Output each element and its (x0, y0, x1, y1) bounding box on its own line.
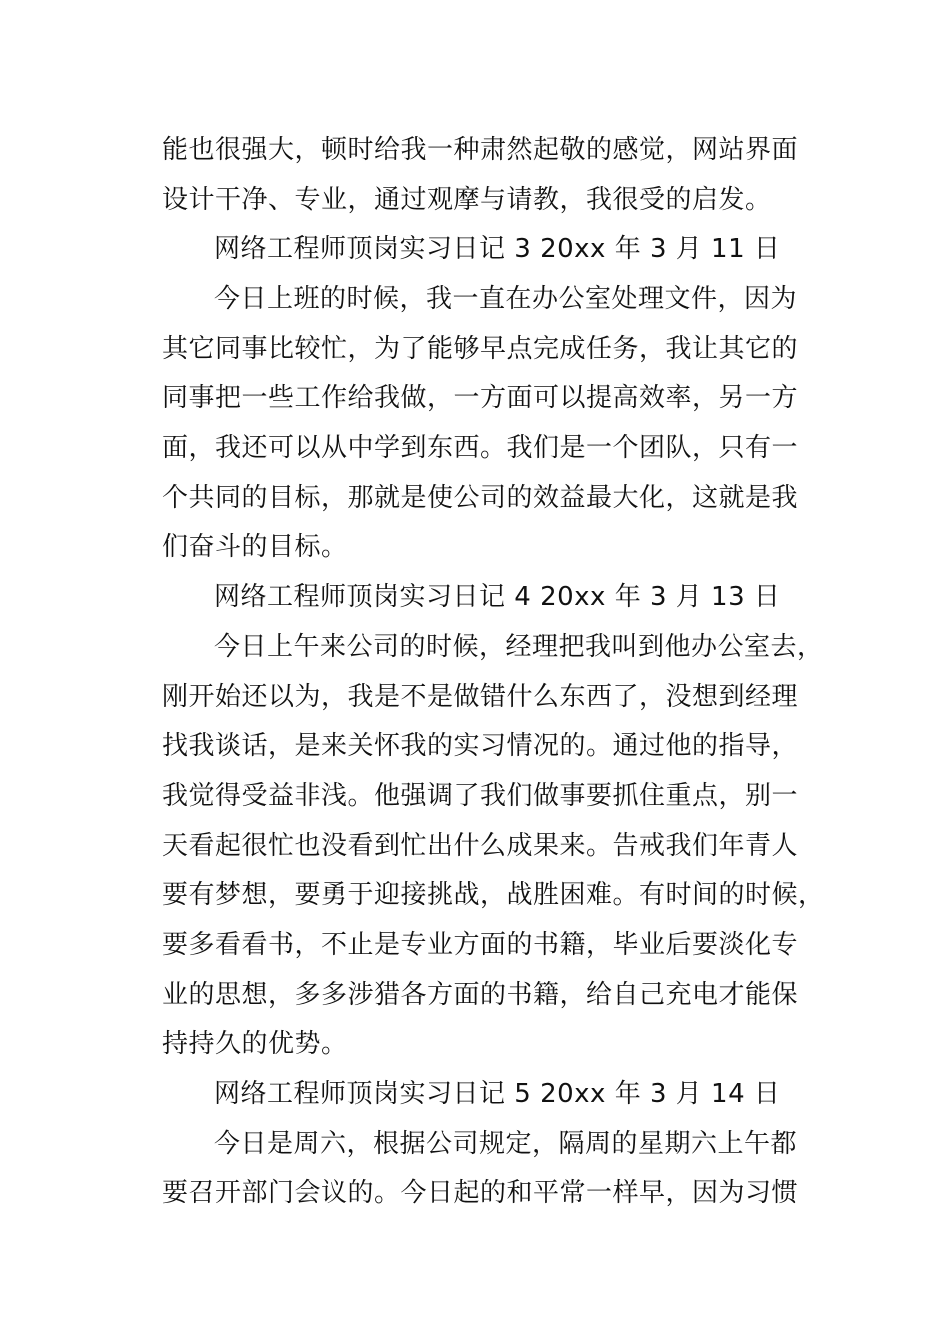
body-text-line: 个共同的目标，那就是使公司的效益最大化，这就是我 (162, 483, 799, 513)
body-text-line: 今日上午来公司的时候，经理把我叫到他办公室去， (214, 632, 824, 662)
body-text-line: 今日是周六，根据公司规定，隔周的星期六上午都 (214, 1129, 798, 1159)
body-text-line: 要多看看书，不止是专业方面的书籍，毕业后要淡化专 (162, 930, 799, 960)
body-text-line: 们奋斗的目标。 (162, 532, 348, 562)
body-text-line: 同事把一些工作给我做，一方面可以提高效率，另一方 (162, 383, 799, 413)
body-text-line: 持持久的优势。 (162, 1029, 348, 1059)
body-text-line: 其它同事比较忙，为了能够早点完成任务，我让其它的 (162, 334, 799, 364)
body-text-line: 设计干净、专业，通过观摩与请教，我很受的启发。 (162, 185, 772, 215)
body-text-line: 刚开始还以为，我是不是做错什么东西了，没想到经理 (162, 682, 799, 712)
body-text-line: 要召开部门会议的。今日起的和平常一样早，因为习惯 (162, 1178, 799, 1208)
body-text-line: 找我谈话，是来关怀我的实习情况的。通过他的指导， (162, 731, 799, 761)
diary-entry-heading: 网络工程师顶岗实习日记 4 20xx 年 3 月 13 日 (214, 582, 781, 612)
body-text-line: 要有梦想，要勇于迎接挑战，战胜困难。有时间的时候， (162, 880, 825, 910)
diary-entry-heading: 网络工程师顶岗实习日记 3 20xx 年 3 月 11 日 (214, 234, 781, 264)
body-text-line: 面，我还可以从中学到东西。我们是一个团队，只有一 (162, 433, 799, 463)
diary-entry-heading: 网络工程师顶岗实习日记 5 20xx 年 3 月 14 日 (214, 1079, 781, 1109)
body-text-line: 能也很强大，顿时给我一种肃然起敬的感觉，网站界面 (162, 135, 799, 165)
body-text-line: 我觉得受益非浅。他强调了我们做事要抓住重点，别一 (162, 781, 799, 811)
body-text-line: 业的思想，多多涉猎各方面的书籍，给自己充电才能保 (162, 980, 799, 1010)
body-text-line: 今日上班的时候，我一直在办公室处理文件，因为 (214, 284, 798, 314)
body-text-line: 天看起很忙也没看到忙出什么成果来。告戒我们年青人 (162, 831, 799, 861)
